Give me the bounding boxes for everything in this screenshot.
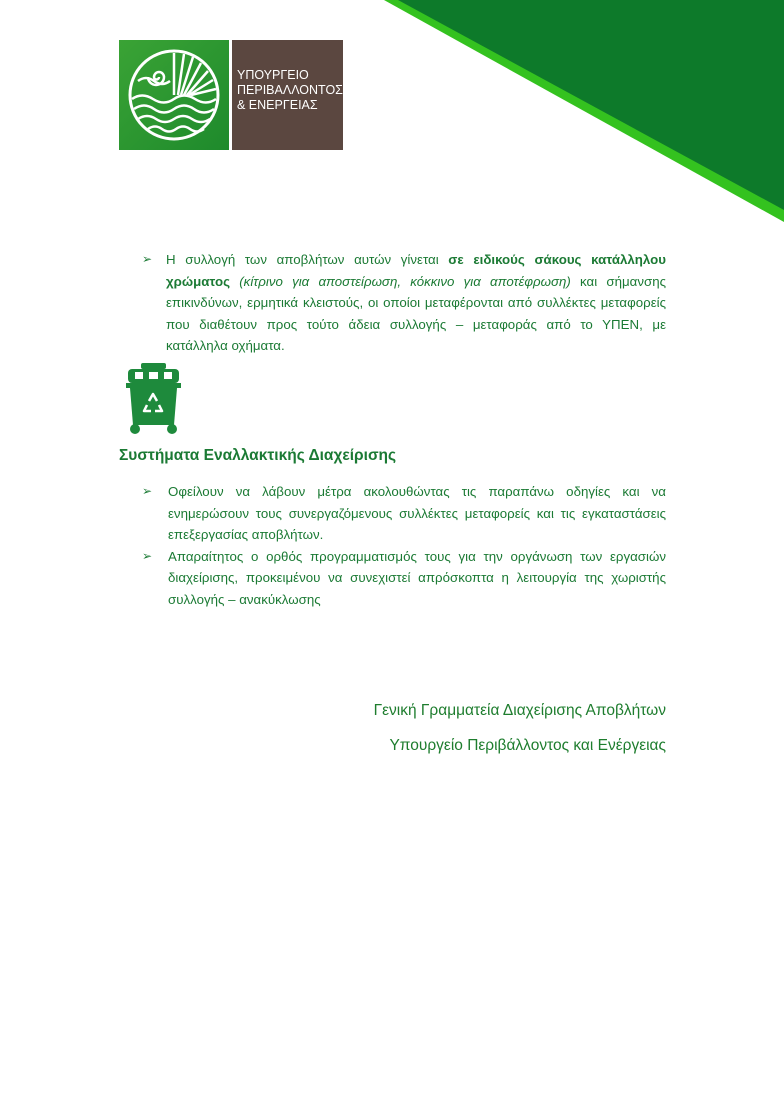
arrow-bullet-icon: ➢	[142, 548, 153, 563]
list-item	[142, 481, 666, 546]
collection-bullet-list	[142, 249, 666, 357]
logo-line: ΠΕΡΙΒΑΛΛΟΝΤΟΣ	[237, 83, 343, 97]
sun-waves-icon	[126, 47, 222, 143]
list-item	[142, 546, 666, 611]
arrow-bullet-icon: ➢	[142, 252, 153, 266]
bullet-italic-text: (κίτρινο για αποστείρωση, κόκκινο για αποτέφρωση)	[239, 273, 571, 289]
signature-secretariat: Γενική Γραμματεία Διαχείρισης Αποβλήτων	[373, 702, 666, 719]
bullet-text: Οφείλουν να λάβουν μέτρα ακολουθώντας τις παραπάνω οδηγίες και να ενημερώσουν τους συνεργαζόμενους συλλέκτες μεταφορείς και τις εγκαταστάσεις επεξεργασίας αποβλήτων.	[168, 484, 666, 542]
bullet-text: Απαραίτητος ο ορθός προγραμματισμός τους για την οργάνωση των εργασιών διαχείρισης, προκειμένου να συνεχιστεί απρόσκοπτα η λειτουργία της χωριστής συλλογής – ανακύκλωσης	[168, 548, 666, 607]
ministry-logo	[119, 40, 343, 150]
arrow-bullet-icon: ➢	[142, 484, 153, 498]
logo-line: ΥΠΟΥΡΓΕΙΟ	[237, 68, 309, 82]
list-item	[142, 249, 666, 357]
recycling-bin-icon	[126, 363, 181, 435]
section-heading: Συστήματα Εναλλακτικής Διαχείρισης	[119, 447, 397, 464]
alternative-management-list	[142, 481, 666, 610]
signature-ministry: Υπουργείο Περιβάλλοντος και Ενέργειας	[389, 737, 666, 754]
logo-line: & ΕΝΕΡΓΕΙΑΣ	[237, 98, 318, 112]
bullet-text: και σήμανσης επικινδύνων, ερμητικά κλειστούς, οι οποίοι μεταφέρονται από συλλέκτες μεταφορείς που διαθέτουν προς τούτο άδεια συλλογής – μεταφοράς από το ΥΠΕΝ, με κατάλληλα οχήματα.	[166, 273, 667, 353]
bullet-text: Η συλλογή των αποβλήτων αυτών γίνεται	[166, 252, 449, 267]
logo-text-block	[232, 40, 343, 150]
corner-triangle	[0, 0, 784, 230]
bullet-bold-text: σε ειδικούς σάκους κατάλληλου χρώματος	[166, 252, 666, 289]
logo-emblem	[119, 40, 229, 150]
